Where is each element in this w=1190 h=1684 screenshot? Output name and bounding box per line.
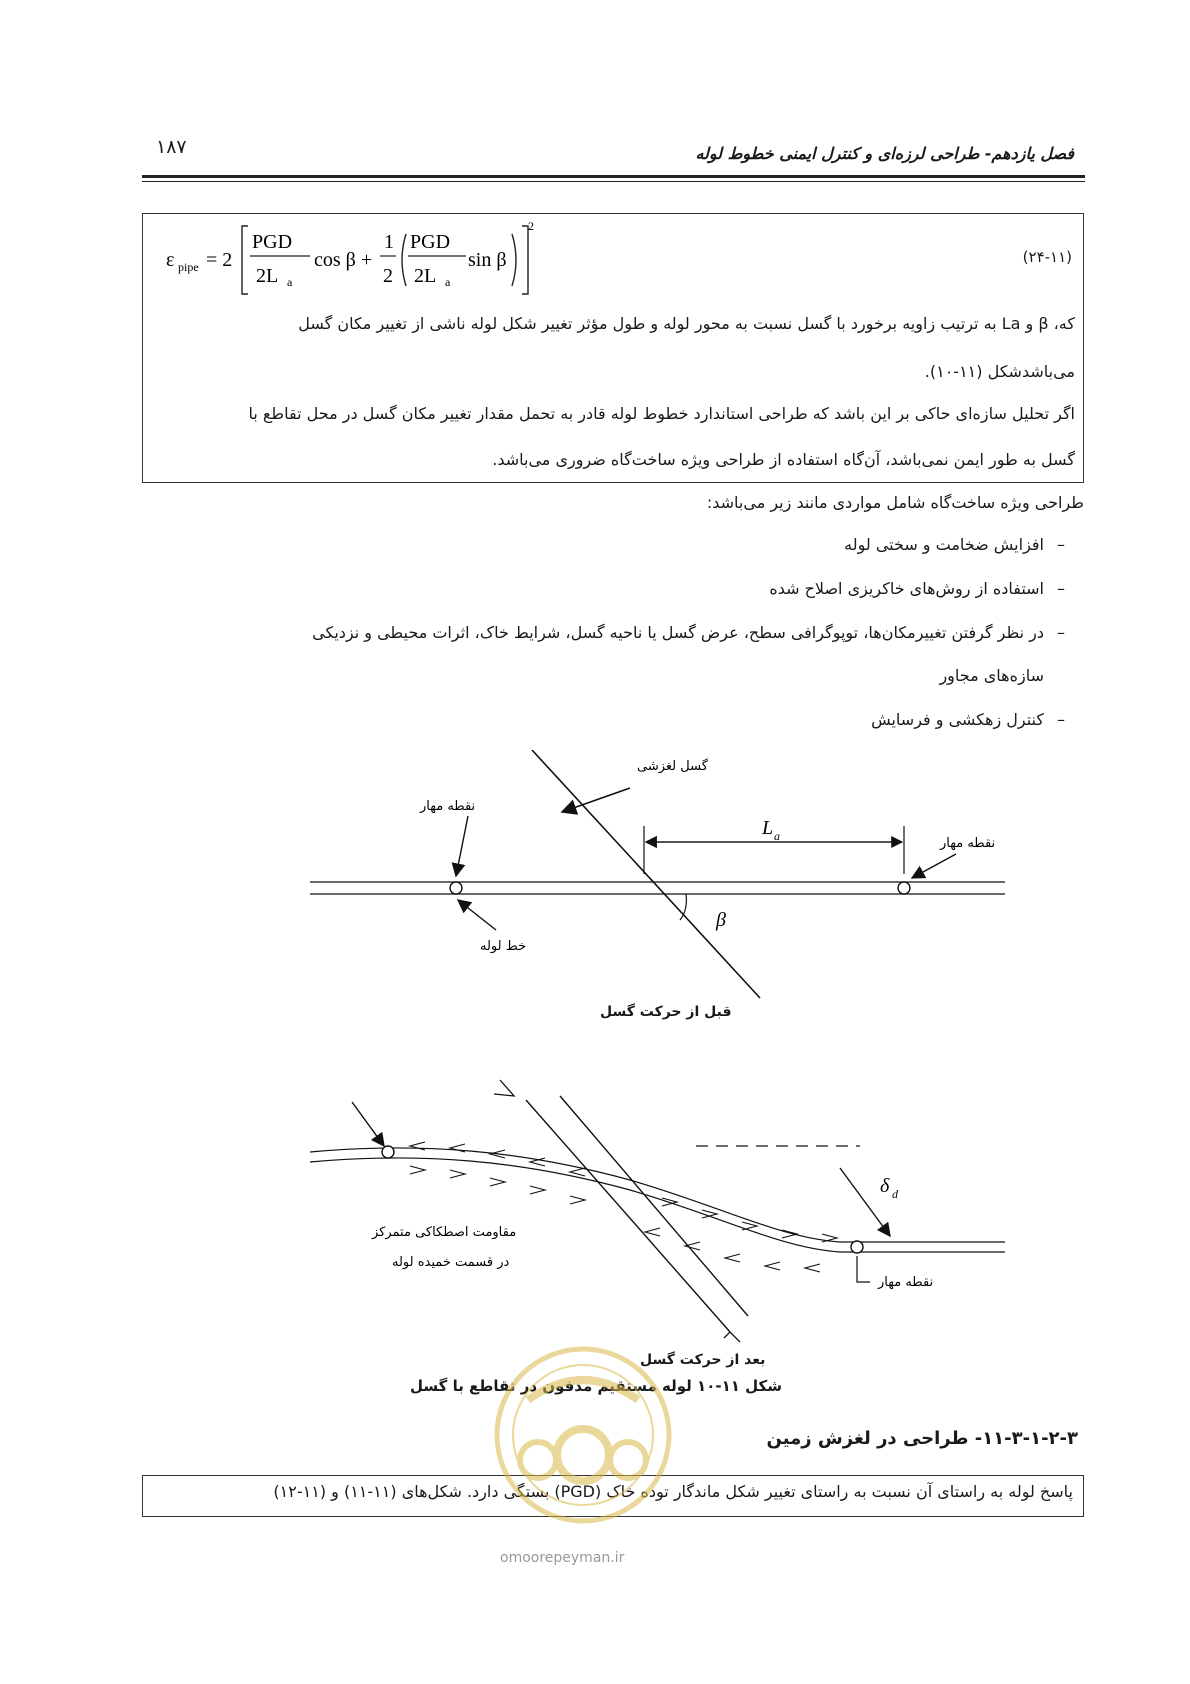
delta-label: δ bbox=[880, 1175, 890, 1197]
formula-den-1-sub: a bbox=[287, 275, 293, 289]
fault-line-right bbox=[560, 1096, 748, 1316]
strain-formula bbox=[162, 218, 542, 300]
friction-label-line-2: در قسمت خمیده لوله bbox=[392, 1255, 510, 1270]
bullet-dash: – bbox=[1057, 579, 1065, 598]
bullet-dash: – bbox=[1057, 623, 1065, 642]
paragraph-1-line-2: می‌باشدشکل (۱۱-۱۰). bbox=[924, 362, 1075, 381]
header-rule-thick bbox=[142, 175, 1085, 178]
formula-power: 2 bbox=[528, 219, 534, 233]
list-item-text: افزایش ضخامت و سختی لوله bbox=[844, 535, 1044, 554]
delta-label-sub: d bbox=[892, 1187, 898, 1201]
fault-label-arrow bbox=[562, 788, 630, 812]
list-item-text: کنترل زهکشی و فرسایش bbox=[871, 710, 1044, 729]
length-label-sub: a bbox=[774, 829, 780, 843]
anchor-point-right bbox=[851, 1241, 863, 1253]
formula-den-2: 2L bbox=[414, 265, 437, 287]
watermark-logo bbox=[478, 1340, 688, 1530]
formula-num-2: PGD bbox=[410, 231, 451, 253]
figure-caption: شکل ۱۱-۱۰ لوله مستقیم مدفون در تقاطع با گسل bbox=[409, 1377, 782, 1395]
list-item-continuation: سازه‌های مجاور bbox=[939, 666, 1044, 685]
watermark-url: omoorepeyman.ir bbox=[500, 1550, 625, 1566]
list-item-text: در نظر گرفتن تغییرمکان‌ها، توپوگرافی سطح، عرض گسل یا ناحیه گسل، شرایط خاک، اثرات محیطی و نزدیکی bbox=[312, 623, 1044, 642]
intro-paragraph: طراحی ویژه ساخت‌گاه شامل مواردی مانند زیر می‌باشد: bbox=[706, 493, 1084, 512]
formula-equals: = 2 bbox=[206, 249, 233, 271]
formula-lhs-sub: pipe bbox=[178, 260, 199, 274]
header-rule-thin bbox=[142, 181, 1085, 182]
figure-top-caption: قبل از حرکت گسل bbox=[600, 1004, 732, 1020]
figure-after-fault bbox=[300, 1070, 1040, 1360]
formula-half-den: 2 bbox=[383, 265, 393, 287]
friction-label-line-1: مقاومت اصطکاکی متمرکز bbox=[372, 1225, 517, 1240]
anchor-left-arrow bbox=[456, 816, 468, 876]
bullet-dash: – bbox=[1057, 535, 1065, 554]
bullet-dash: – bbox=[1057, 710, 1065, 729]
formula-num-1: PGD bbox=[252, 231, 293, 253]
anchor-left-arrow bbox=[352, 1102, 384, 1146]
list-item bbox=[128, 619, 1078, 647]
pipe-label: خط لوله bbox=[480, 939, 527, 954]
text-box-content: پاسخ لوله به راستای آن نسبت به راستای تغییر شکل ماندگار توده خاک (PGD) بستگی دارد. شکل‌های (۱۱-۱۱) و (۱۱-۱۲) bbox=[273, 1482, 1073, 1501]
page-number: ۱۸۷ bbox=[156, 136, 187, 158]
paragraph-2-line-1: اگر تحلیل سازه‌ای حاکی بر این باشد که طراحی استاندارد خطوط لوله قادر به تحمل مقدار تغییر مکان گسل در محل تقاطع با bbox=[248, 404, 1075, 423]
fault-line bbox=[532, 750, 760, 998]
figure-before-fault bbox=[300, 750, 1040, 1010]
formula-lhs: ε bbox=[166, 249, 175, 271]
equation-number: (۲۴-۱۱) bbox=[1022, 248, 1072, 266]
formula-den-2-sub: a bbox=[445, 275, 451, 289]
fault-label: گسل لغزشی bbox=[637, 759, 708, 774]
anchor-point-left bbox=[382, 1146, 394, 1158]
list-item-text: استفاده از روش‌های خاکریزی اصلاح شده bbox=[769, 579, 1044, 598]
angle-label: β bbox=[716, 909, 726, 931]
anchor-right-label: نقطه مهار bbox=[940, 836, 996, 851]
section-heading: ۱۱-۳-۱-۲-۳- طراحی در لغزش زمین bbox=[766, 1428, 1078, 1449]
fault-motion-arrow-down bbox=[724, 1332, 740, 1342]
pipe-label-arrow bbox=[458, 900, 496, 930]
fault-motion-arrow-up bbox=[494, 1080, 514, 1096]
fault-line-left bbox=[526, 1100, 730, 1332]
anchor-left-label: نقطه مهار bbox=[420, 799, 476, 814]
formula-cos: cos β + bbox=[314, 249, 373, 271]
paragraph-2-line-2: گسل به طور ایمن نمی‌باشد، آن‌گاه استفاده از طراحی ویژه ساخت‌گاه ضروری می‌باشد. bbox=[492, 450, 1075, 469]
anchor-right-arrow bbox=[912, 854, 956, 878]
running-header: فصل یازدهم- طراحی لرزه‌ای و کنترل ایمنی خطوط لوله bbox=[695, 144, 1074, 163]
paragraph-1-line-1: که، β و La به ترتیب زاویه برخورد با گسل نسبت به محور لوله و طول مؤثر تغییر شکل لوله ناشی از تغییر مکان گسل bbox=[298, 314, 1075, 333]
figure-bottom-caption: بعد از حرکت گسل bbox=[640, 1352, 766, 1368]
anchor-point-right bbox=[898, 882, 910, 894]
anchor-right-label: نقطه مهار bbox=[878, 1275, 934, 1290]
formula-sin: sin β bbox=[468, 249, 507, 271]
anchor-point-left bbox=[450, 882, 462, 894]
list-item bbox=[128, 575, 1078, 603]
length-label: L bbox=[762, 817, 774, 839]
formula-half-num: 1 bbox=[384, 231, 394, 253]
list-item bbox=[128, 706, 1078, 734]
anchor-right-leader bbox=[857, 1256, 870, 1282]
list-item bbox=[128, 531, 1078, 559]
formula-den-1: 2L bbox=[256, 265, 279, 287]
